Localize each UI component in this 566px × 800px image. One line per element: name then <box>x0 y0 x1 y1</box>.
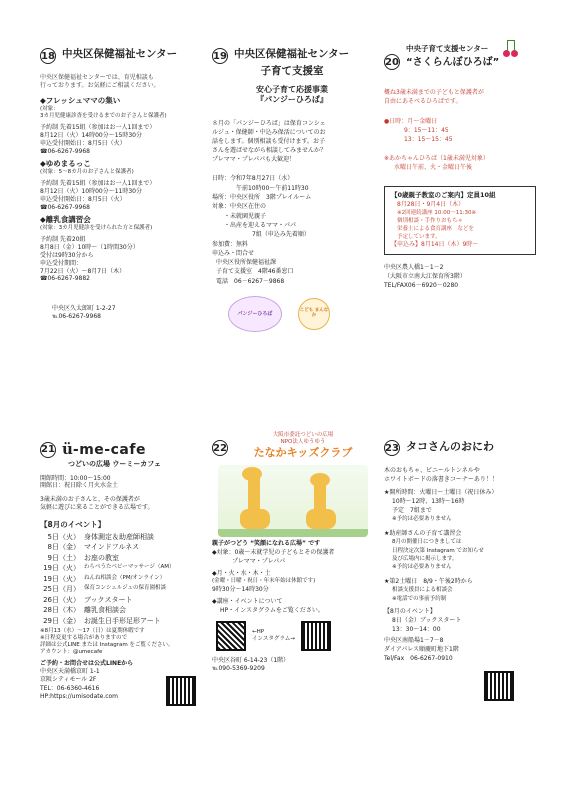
open-hours: ★開所時間：火曜日～土曜日（祝日休み） 10時～12時、13時～16時 予定 7組まで ※予約は必要ありません <box>384 489 498 522</box>
giraffe-illustration <box>218 465 368 537</box>
section-19-header <box>212 48 372 64</box>
umi-logo-icon: ü <box>62 440 73 458</box>
section-21-header <box>40 440 200 460</box>
section-number: 21 <box>40 442 56 458</box>
list-item: 28日（木） 離乳食相談会 <box>43 606 126 615</box>
section-23 <box>384 440 544 701</box>
details: 日時：令和7年8月27日（水） 午前10時00～午前11時30 場所：中央区役所 3階プレイルーム 対象：中央区在住の ・未就園児親子 ・出産を迎えるママ・パパ 7組（申込み先着順） 参加費：無料 申込み・問合せ 中央区役所保健福祉課 子育て支援室 4階46番窓口 電話 06－6267－9868 <box>212 175 312 285</box>
section-20 <box>384 44 542 290</box>
banner: 大阪市委託つどいの広場 NPO法人ゆうゆう たなかキッズクラブ <box>253 432 353 460</box>
consultation: ★第2土曜日 8/9・午後2時から 相談支援員による相談会 ※電話での事前予約制 <box>384 578 473 602</box>
zero-year-class-box: 【0歳親子教室のご案内】定員10組 8月28日・9月4日（木） ※2回連続講座 10:00～11:30※ 個別相談・手作りおもちゃ 栄養士による食育講座 などを 予定しています。 【申込み】8月14日（木）9時～ <box>384 186 536 255</box>
section-20-header <box>384 44 542 70</box>
midwife-lecture: ★助産師さんの子育て講習会 8月の開催日につきましては 日程決定次第 Instagram でお知らせ 及び広場内に掲示します。 ※予約は必要ありません <box>384 530 484 570</box>
tagline: つどいの広場 ウーミーカフェ <box>68 459 161 468</box>
address: 中央区谷町 6-14-23（1階） <box>212 657 290 665</box>
qr-code[interactable] <box>166 676 196 706</box>
contact-title: ご予約・お問合せは公式LINEから <box>40 659 134 667</box>
section-18 <box>40 48 200 321</box>
section-title-2: 子育て支援室 <box>260 65 324 77</box>
section-title: 中央区保健福祉センター <box>234 48 350 60</box>
events: 【8月のイベント】 8日（金）ブックスタート 13：30～14：00 <box>384 607 462 633</box>
address: 中央区久太郎町 1-2-27 <box>52 305 116 313</box>
section-number: 22 <box>212 440 228 456</box>
qr-code[interactable] <box>484 671 514 701</box>
description: ８月の「パンジーひろば」は保育コンシェ ルジュ・保健師・中込み保活についてのお 話をします。個別相談も受付けます。お子 さんを遊ばせながら相談してみませんか？ プレママ・プレパパも大歓迎！ <box>212 120 327 164</box>
section-22-header <box>212 432 372 461</box>
address: 中央区農人橋1－1－2 （大阪市立南大江保育所3階） TEL/FAX06－6920－0280 <box>384 264 466 290</box>
event-weaning-food: ◆離乳食講習会 (対象：3カ月児健診を受けられた方と保護者) 予約制 先着20組 8月8日（金）10時～（1時間30分） 受付は9時30分から 申込受付期間： 7月22日（火）～8月7日（木） ☎06-6267-9882 <box>40 215 153 283</box>
intro: 概ね3歳未満までの子どもと保護者が 自由にあそべるひろばです。 <box>384 89 484 106</box>
section-number: 20 <box>384 54 400 70</box>
section-18-header <box>40 48 200 64</box>
intro: 3歳未満のお子さんと、その保護者が 気軽に遊びに来ることができる広場です。 <box>40 496 154 511</box>
phone: ℡090-5369-9209 <box>212 665 265 673</box>
subtitle: 安心子育て応援事業 <box>256 84 328 94</box>
list-item: 5日（火） 身体測定＆助産師相談 <box>47 532 154 541</box>
cherry-icon <box>501 40 519 58</box>
hours: ●日時：月～金曜日 9：15～11：45 13：15～15：45 <box>384 117 453 144</box>
brand-name: -me-cafe <box>72 441 146 458</box>
section-23-header <box>384 440 544 456</box>
intro: 木のおもちゃ、ビニールトンネルや ホワイトボードの落書きコーナーあり！！ <box>384 467 498 483</box>
section-title: タコさんのおにわ <box>406 440 494 453</box>
qr-row: ←HP インスタグラム→ <box>216 621 372 651</box>
address: 中央区南船場1－7－8 ダイアパレス順慶町地下1階 Tel/Fax 06-6267-0910 <box>384 636 459 662</box>
phone: ℡06-6267-9968 <box>52 312 101 320</box>
section-title: 中央区保健福祉センター <box>62 48 178 60</box>
baby-plaza: ※あかちゃんひろば（1歳未満児対象） 水曜日午前、火・金曜日午後 <box>384 155 489 172</box>
notes: ※8月13（水）～17（日）は夏期休暇です ※日程変更する場合がありますので 詳細は公式LINE または Instagram をご覧ください。 アカウント：@umecafe <box>40 628 174 656</box>
pansy-logo: パンジーひろば <box>228 296 282 332</box>
section-22 <box>212 432 372 673</box>
open-info: 開館時間：10:00～15:00 開館日：祝日除く月火水金土 <box>40 474 119 490</box>
list-item: 26日（火） ブックスタート <box>43 595 133 604</box>
list-item: 19日（火） ねんね相談会（PM/オンライン） <box>43 574 166 583</box>
events-title: 【8月のイベント】 <box>40 519 106 529</box>
instagram-qr-code[interactable] <box>301 621 331 651</box>
subtitle-2: 『パンジーひろば』 <box>256 95 328 105</box>
section-title: “さくらんぼひろば” <box>406 56 500 68</box>
list-item: 19日（火） わらべうたベビーマッサージ（AM） <box>43 564 175 573</box>
center-name: 中央子育て支援センター <box>406 44 489 53</box>
intro: 中央区保健福祉センターでは、育児相談も 行っております。お気軽にご相談ください。 <box>40 74 160 90</box>
section-number: 23 <box>384 440 400 456</box>
section-number: 18 <box>40 48 56 64</box>
list-item: 25日（月） 保育コンシェルジュの保育園相談 <box>43 585 167 594</box>
details: ◆対象：0歳～未就学児の子どもとその保護者 プレママ・プレパパ ◆月・火・水・木・土 (金曜・日曜・祝日・年末年始は休館です) 9時30分～14時30分 ◆講座・イベントについて HP・インスタグラムをご覧ください。 <box>212 549 335 614</box>
section-19 <box>212 48 372 332</box>
kodomo-mannaka-logo: こども まんなか <box>298 298 330 330</box>
contact-block: ご予約・お問合せは公式LINEから 中央区天満橋京町 1-1 京阪シティモール 2F TEL：06-6360-4616 HP:https://umisodate.com <box>40 660 200 706</box>
event-fresh-mama: ◆フレッシュママの集い (対象： 3カ月児健康診査を受けるまでのお子さんと保護者) 予約制 先着15組（参加はお一人1回まで） 8月12日（火）14時00分～15時30分 申込受付開始日：8月5日（火） ☎06-6267-9968 <box>40 96 167 155</box>
catchphrase: 親子がつどう “笑顔になれる広場” です <box>212 539 321 547</box>
event-list <box>40 532 200 627</box>
section-21 <box>40 440 200 706</box>
list-item: 29日（金） お誕生日手形足形アート <box>43 616 161 625</box>
event-yumemarukko: ◆ゆめまるっこ (対象：5～8カ月のお子さんと保護者) 予約制 先着15組（参加はお一人1回まで） 8月12日（火）10時00分～11時30分 申込受付開始日：8月5日（火） ☎06-6267-9968 <box>40 159 156 211</box>
hp-qr-code[interactable] <box>216 621 246 651</box>
section-number: 19 <box>212 48 228 64</box>
list-item: 9日（土） お座の教室 <box>47 553 119 562</box>
logos <box>228 296 372 332</box>
list-item: 8日（金） マインドフルネス <box>47 543 140 552</box>
